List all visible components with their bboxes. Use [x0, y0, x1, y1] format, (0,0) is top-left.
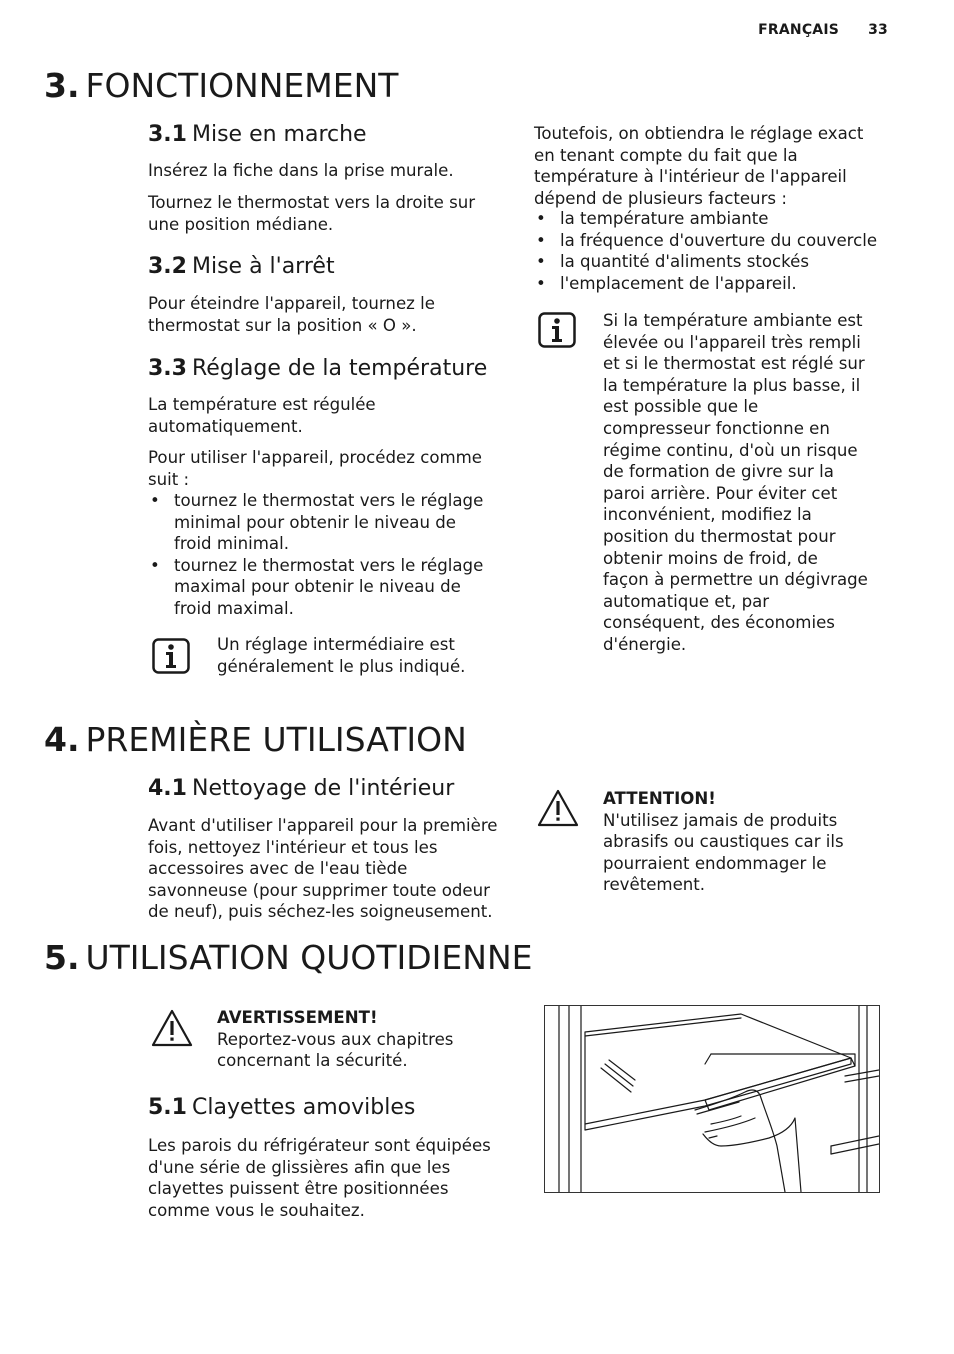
section-title: PREMIÈRE UTILISATION: [85, 720, 467, 759]
warning-title: AVERTISSEMENT!: [217, 1008, 378, 1027]
subsection-3-3-heading: [148, 355, 487, 383]
subsection-number: 5.1: [148, 1095, 187, 1120]
section-5-heading: [44, 938, 532, 978]
subsection-3-2-heading: [148, 253, 335, 281]
info-icon: [152, 638, 190, 674]
warning-note: [603, 788, 863, 896]
list-item: • tournez le thermostat vers le réglage maximal pour obtenir le niveau de froid maximal.: [148, 555, 498, 620]
paragraph: Pour éteindre l'appareil, tournez le thermostat sur la position « O ».: [148, 294, 435, 335]
subsection-number: 3.1: [148, 122, 187, 147]
paragraph: Tournez le thermostat vers la droite sur une position médiane.: [148, 193, 476, 234]
shelf-illustration: [544, 1005, 880, 1193]
page-header: [758, 22, 888, 38]
bullet-list: [534, 208, 914, 294]
section-number: 4.: [44, 720, 80, 759]
subsection-title: Mise à l'arrêt: [191, 254, 335, 279]
subsection-5-1-heading: [148, 1094, 415, 1122]
warning-triangle-icon: [151, 1009, 193, 1047]
paragraph: Insérez la fiche dans la prise murale.: [148, 161, 454, 180]
language-label: FRANÇAIS: [758, 22, 840, 38]
paragraph: La température est régulée automatiquement.: [148, 395, 376, 436]
subsection-3-1-heading: [148, 121, 367, 149]
warning-text: Reportez-vous aux chapitres concernant la sécurité.: [217, 1029, 454, 1071]
subsection-number: 4.1: [148, 776, 187, 801]
subsection-4-1-heading: [148, 775, 454, 803]
paragraph: Avant d'utiliser l'appareil pour la première fois, nettoyez l'intérieur et tous les accessoires avec de l'eau tiède savonneuse (pour supprimer toute odeur de neuf), puis séchez-les soigneusement.: [148, 816, 498, 922]
list-item: • l'emplacement de l'appareil.: [534, 273, 914, 295]
info-icon: [538, 312, 576, 348]
warning-text: N'utilisez jamais de produits abrasifs ou caustiques car ils pourraient endommager le revêtement.: [603, 810, 844, 895]
warning-title: ATTENTION!: [603, 789, 716, 808]
list-item: • la fréquence d'ouverture du couvercle: [534, 230, 914, 252]
subsection-title: Mise en marche: [191, 122, 367, 147]
section-3-heading: [44, 66, 398, 106]
section-title: FONCTIONNEMENT: [85, 66, 399, 105]
section-number: 3.: [44, 66, 80, 105]
subsection-title: Réglage de la température: [191, 356, 488, 381]
warning-note: [217, 1007, 477, 1072]
paragraph: Pour utiliser l'appareil, procédez comme suit :: [148, 448, 483, 489]
subsection-title: Nettoyage de l'intérieur: [191, 776, 455, 801]
subsection-title: Clayettes amovibles: [191, 1095, 416, 1120]
page-number: 33: [868, 22, 888, 38]
list-item: • tournez le thermostat vers le réglage minimal pour obtenir le niveau de froid minimal.: [148, 490, 498, 555]
paragraph: Les parois du réfrigérateur sont équipées d'une série de glissières afin que les clayettes puissent être positionnées comme vous le souhaitez.: [148, 1136, 491, 1220]
section-4-heading: [44, 720, 467, 760]
warning-triangle-icon: [537, 789, 579, 827]
bullet-list: [148, 490, 498, 620]
list-item: • la quantité d'aliments stockés: [534, 251, 914, 273]
subsection-number: 3.3: [148, 356, 187, 381]
paragraph: Toutefois, on obtiendra le réglage exact en tenant compte du fait que la température à l'intérieur de l'appareil dépend de plusieurs facteurs :: [534, 124, 864, 208]
info-note: Un réglage intermédiaire est généralement le plus indiqué.: [217, 635, 466, 676]
list-item: • la température ambiante: [534, 208, 914, 230]
info-note: Si la température ambiante est élevée ou l'appareil très rempli et si le thermostat est réglé sur la température la plus basse, il est possible que le compresseur fonctionne en régime continu, d'où un risque de formation de givre sur la paroi arrière. Pour éviter cet inconvénient, modifiez la position du thermostat pour obtenir moins de froid, de façon à permettre un dégivrage automatique et, par conséquent, des économies d'énergie.: [603, 311, 868, 654]
section-number: 5.: [44, 938, 80, 977]
subsection-number: 3.2: [148, 254, 187, 279]
shelf-drawing: [545, 1006, 879, 1192]
section-title: UTILISATION QUOTIDIENNE: [85, 938, 533, 977]
